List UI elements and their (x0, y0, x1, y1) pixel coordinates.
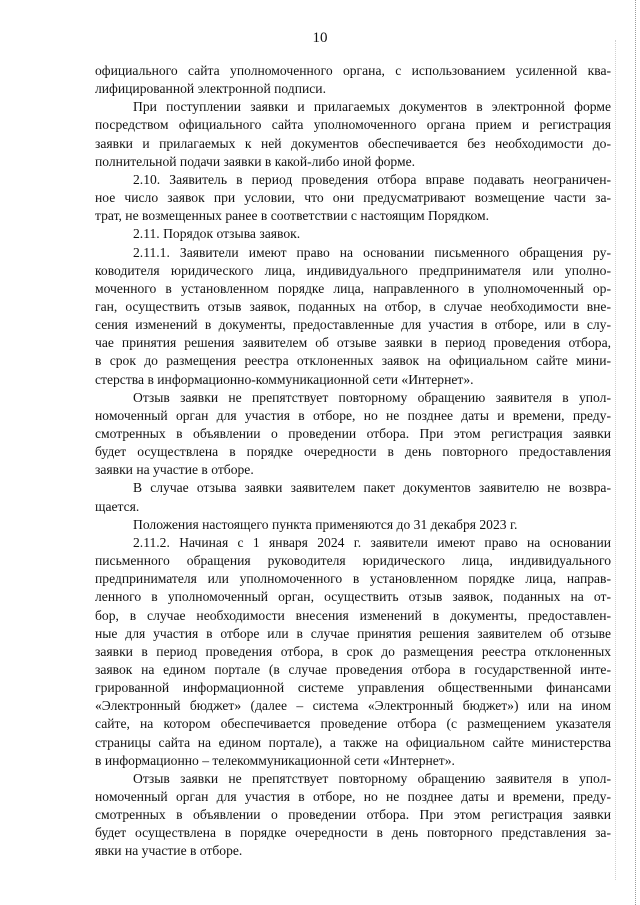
text-line: В случае отзыва заявки заявителем пакет документов заявителю не возвра- (133, 480, 611, 496)
text-line: При поступлении заявки и прилагаемых документов в электронной форме (133, 99, 611, 115)
text-line: моченного в установленном порядке лица, направленного в уполномоченный ор- (95, 280, 611, 296)
text-line: грированной информационной системе управления общественными финансами (95, 680, 611, 696)
text-line: Отзыв заявки не препятствует повторному обращению заявителя в упол- (133, 389, 611, 405)
text-line: в информационно – телекоммуникационной сети «Интернет». (95, 752, 455, 768)
text-line: будет осуществлена в порядке очередности в день повторного представления за- (95, 825, 611, 841)
text-line: заявки на участие в отборе. (95, 462, 254, 478)
text-line: смотренных в объявлении о проведении отбора. При этом регистрация заявки (95, 807, 611, 823)
text-line: трат, не возмещенных ранее в соответствии с настоящим Порядком. (95, 208, 490, 224)
text-line: Отзыв заявки не препятствует повторному обращению заявителя в упол- (133, 770, 611, 786)
text-line: 2.11.2. Начиная с 1 января 2024 г. заявители имеют право на основании (133, 534, 611, 550)
text-line: страницы сайта на едином портале), а также на официальном сайте министерства (95, 734, 611, 750)
text-line: 2.10. Заявитель в период проведения отбора вправе подавать неограничен- (133, 171, 611, 187)
text-line: «Электронный бюджет» (далее – система «Электронный бюджет») или на ином (95, 698, 611, 714)
text-line: будет осуществлена в порядке очередности в день повторного предоставления (95, 444, 611, 460)
text-line: посредством официального сайта уполномоченного органа прием и регистрация (95, 117, 611, 133)
text-line: официального сайта уполномоченного органа, с использованием усиленной ква- (95, 63, 611, 78)
text-line: в срок до размещения реестра отклоненных заявок на официальном сайте мини- (95, 353, 611, 369)
text-line: 2.11.1. Заявители имеют право на основании письменного обращения ру- (133, 244, 611, 260)
text-line: номоченный орган для участия в отборе, но не позднее даты и времени, преду- (95, 789, 611, 804)
text-line: сайте, на котором обеспечивается проведение отбора (с размещением указателя (95, 716, 611, 732)
text-line: полнительной подачи заявки в какой-либо иной форме. (95, 153, 416, 169)
text-line: бор, в случае необходимости внесения изменений в документы, предоставлен- (95, 607, 611, 623)
text-line: ководителя юридического лица, индивидуального предпринимателя или уполно- (95, 262, 611, 278)
text-line: явки на участие в отборе. (95, 843, 243, 859)
page-number: 10 (312, 30, 328, 46)
text-line: заявки и прилагаемых к ней документов обеспечивается без необходимости до- (95, 135, 611, 151)
text-line: стерства в информационно-коммуникационной сети «Интернет». (95, 371, 474, 387)
text-line: ное число заявок при условии, что они предусматривают возмещение части за- (95, 190, 611, 205)
text-line: заявки в период проведения отбора, в срок до размещения реестра отклоненных (95, 643, 611, 659)
text-line: 2.11. Порядок отзыва заявок. (133, 226, 301, 242)
text-line: заявок на едином портале (в случае проведения отбора в государственной инте- (95, 661, 611, 677)
text-line: лифицированной электронной подписи. (95, 81, 326, 97)
text-line: Положения настоящего пункта применяются до 31 декабря 2023 г. (133, 516, 518, 532)
text-line: ленного в уполномоченный орган, осуществить отзыв заявок, поданных на от- (95, 589, 611, 605)
text-line: сения изменений в документы, предоставленные для участия в отборе, или в слу- (95, 317, 611, 333)
text-line: щается. (95, 498, 140, 514)
text-line: письменного обращения руководителя юридического лица, индивидуального (95, 553, 611, 568)
text-line: смотренных в объявлении о проведении отбора. При этом регистрация заявки (95, 426, 611, 441)
text-line: номоченный орган для участия в отборе, но не позднее даты и времени, преду- (95, 407, 611, 423)
scan-edge-line-inner (614, 40, 616, 880)
text-line: предпринимателя или уполномоченного в установленном порядке лица, направ- (95, 571, 611, 587)
scan-edge-line (634, 0, 636, 905)
text-line: ные для участия в отборе или в случае принятия решения заявителем об отзыве (95, 625, 611, 641)
text-line: чае принятия решения заявителем об отзыве заявки в период проведения отбора, (95, 335, 611, 351)
text-line: ган, осуществить отзыв заявок, поданных на отбор, в случае необходимости вне- (95, 298, 611, 314)
